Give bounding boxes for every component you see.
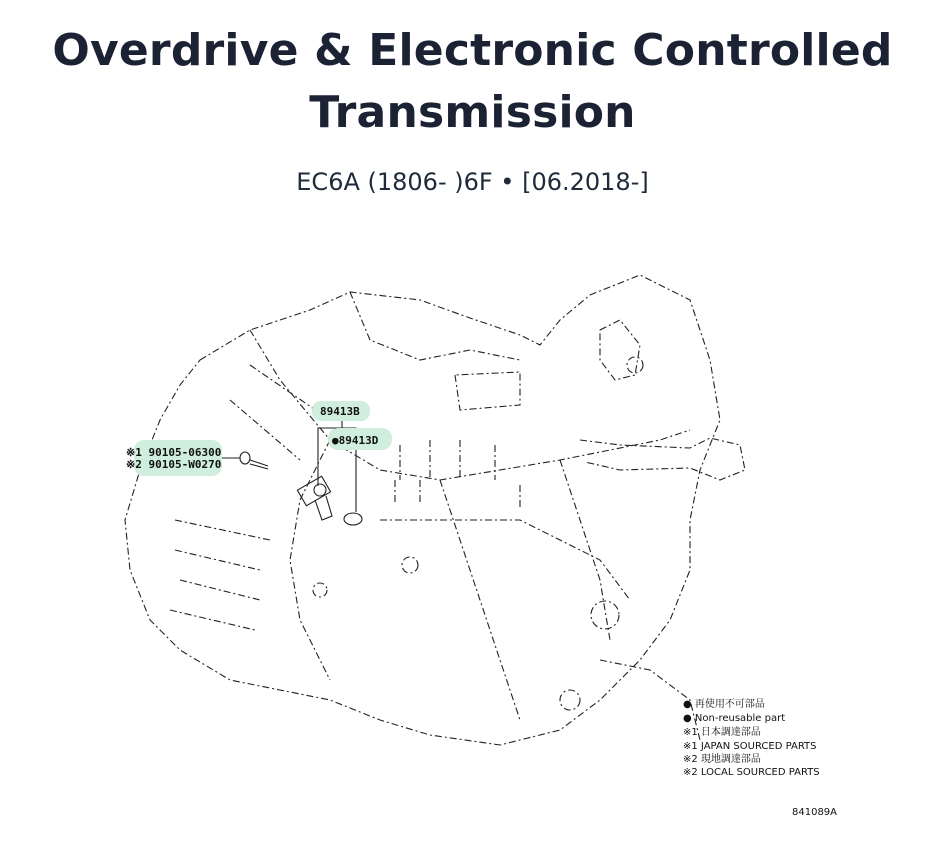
legend xyxy=(683,697,820,778)
bolt-part xyxy=(240,452,268,469)
callout-89413d[interactable] xyxy=(328,428,392,450)
legend-line-4: ※1 JAPAN SOURCED PARTS xyxy=(683,741,817,752)
callout-90105-06300[interactable] xyxy=(126,440,222,476)
callout-90105-w0270-label: ※2 90105-W0270 xyxy=(126,458,222,471)
callout-89413b-label: 89413B xyxy=(320,405,360,418)
transmission-illustration xyxy=(125,275,745,745)
legend-line-2: ● Non-reusable part xyxy=(683,713,786,724)
title-line-1: Overdrive & Electronic Controlled xyxy=(52,25,893,76)
legend-line-5: ※2 現地調達部品 xyxy=(683,754,761,765)
sensor-part xyxy=(297,476,332,520)
title-line-2: Transmission xyxy=(309,87,636,138)
o-ring-part xyxy=(344,513,362,525)
figure-id: 841089A xyxy=(792,807,838,818)
legend-line-6: ※2 LOCAL SOURCED PARTS xyxy=(683,767,820,778)
callout-89413d-label: ●89413D xyxy=(332,434,379,447)
legend-line-3: ※1 日本調達部品 xyxy=(683,727,761,738)
callout-89413b[interactable] xyxy=(312,401,370,421)
page-subtitle: EC6A (1806- )6F • [06.2018-] xyxy=(296,168,649,196)
legend-line-1: ● 再使用不可部品 xyxy=(683,699,765,710)
callout-90105-06300-label: ※1 90105-06300 xyxy=(126,446,222,459)
